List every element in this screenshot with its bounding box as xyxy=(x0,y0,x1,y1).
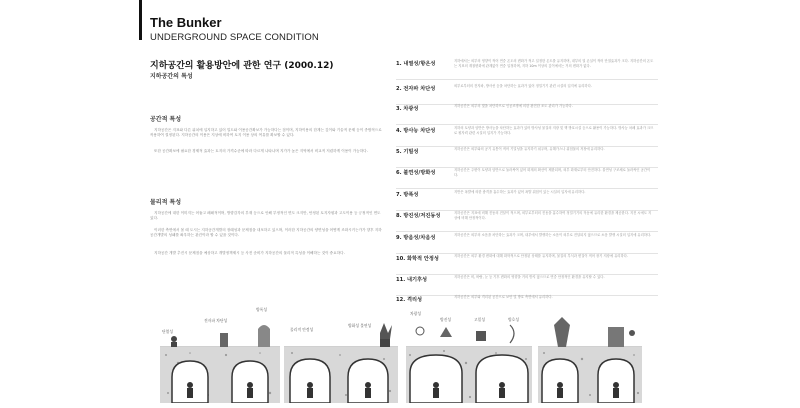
list-item-label: 11. 내기후성 xyxy=(396,277,428,283)
paragraph: 지하공간에 대한 이미지는 어둡고 폐쇄적이며, 방향감각의 부재 등으로 인해 부정적인 면도 크지만, 안정된 토지자원과 고도이용 등 긍정적인 면도 있다. xyxy=(150,211,381,221)
list-item-description: 외부로부터의 전자파, 방사선 등을 차단하는 효과가 있어 정밀기기 관련 시설의 입지에 유리하다. xyxy=(454,84,592,88)
illustration-label: 차광성 xyxy=(410,311,422,316)
illustration-panel xyxy=(284,303,398,403)
list-item-label: 9. 방음성/차음성 xyxy=(396,235,436,241)
list-item-label: 10. 화학적 안정성 xyxy=(396,256,439,262)
list-item-label: 2. 전자파 차단성 xyxy=(396,86,436,92)
list-item-description: 지반은 폭발에 의한 충격을 흡수하는 효과가 있어 폭발 위험이 있는 시설의 입지에 유리하다. xyxy=(454,190,586,194)
paragraph: 지하공간은 지표와 다른 위치에 입지하고 있어 밀도와 이용공간확보가 가능하다는 점이며, 지하이용의 한계는 깊이와 기술적 문제 등이 종합적으로 작용하여 결정된다. 지하공간의 이용은 지상에 비하여 토지 이용 상의 여유를 확보할 수 있다. xyxy=(150,128,382,138)
page-title: The Bunker xyxy=(150,15,222,30)
document-title: 지하공간의 활용방안에 관한 연구 (2000.12) xyxy=(150,61,334,71)
list-item xyxy=(396,54,658,80)
accent-bar xyxy=(139,0,142,40)
list-item-label: 5. 기밀성 xyxy=(396,149,419,155)
list-item-description: 지하공간은 비, 바람, 눈 등 기후 변화의 영향을 거의 받지 않으므로 연중 안정적인 환경을 유지할 수 있다. xyxy=(454,275,605,279)
list-item-description: 지하공간은 지표에 비해 진동의 전달이 적으며, 외부로부터의 진동을 흡수하여 정밀기기의 작동에 유리한 환경을 제공한다. 지진 시에도 지상에 비해 안정적이다. xyxy=(454,211,652,220)
page-subtitle: UNDERGROUND SPACE CONDITION xyxy=(150,32,319,43)
list-item-description: 지하공간은 외부 환경 변화에 대해 화학적으로 안정된 상태를 유지하며, 물질의 부식과 변질이 적어 장기 저장에 유리하다. xyxy=(454,254,628,258)
list-item-label: 4. 방사능 차단성 xyxy=(396,128,436,134)
list-item-label: 7. 방폭성 xyxy=(396,192,419,198)
illustration-label: 방폭성 xyxy=(256,307,268,312)
illustration-label: 단열성 xyxy=(162,329,174,334)
list-item-description: 지하공간은 외부와 격리된 공간으로 보안 및 방호 측면에서 유리하다. xyxy=(454,295,553,299)
illustration-label: 방진성 xyxy=(440,317,452,322)
illustration-panel xyxy=(406,303,532,403)
list-item-label: 12. 격리성 xyxy=(396,297,423,303)
illustration-strip xyxy=(160,303,642,403)
illustration-label: 전자파 차단성 xyxy=(204,318,228,323)
list-item-description: 지하공간은 주변이 토양과 암반으로 둘러싸여 있어 화재의 확산이 제한되며, 외부 화재로부터 안전하다. 불연성 구조체로 둘러싸인 공간이다. xyxy=(454,168,651,177)
list-item-description: 지하공간은 외부의 소음을 차단하는 효과가 크며, 내부에서 발생하는 소음이 외부로 전달되지 않으므로 소음 발생 시설의 입지에 유리하다. xyxy=(454,233,652,237)
illustration-label: 고밀성 xyxy=(474,317,486,322)
list-item-label: 8. 방진성/저진동성 xyxy=(396,213,441,219)
list-item-description: 지하의 토양과 암반은 방사능을 차단하는 효과가 있어 방사성 물질의 저장 및 핵 방호시설 등으로 활용이 가능하다. 방사능 차폐 효과가 크므로 원자력 관련 시설의 입지가 가능하다. xyxy=(454,126,654,135)
illustration-label: 물리적 안정성 xyxy=(290,327,314,332)
bunker-illustration xyxy=(284,303,398,403)
illustration-panel xyxy=(538,303,642,403)
paragraph: 또한 공간확보에 필요한 경제적 효과는 토지의 가격수준에 따라 다르게 나타나며 지가가 높은 지역에서 비교적 저렴하게 이용이 가능하다. xyxy=(154,149,368,153)
section-title-physical: 물리적 특성 xyxy=(150,199,182,206)
document-subtitle: 지하공간의 특성 xyxy=(150,73,193,80)
list-item-description: 지하에서는 외부의 영향이 적어 연중 온도의 변화가 적고 일정한 온도를 유지하며, 내부의 열 손실이 적어 단열효과가 크다. 지하공간의 온도는 지표의 계절변화에 관계없이 연중 일정하며, 지하 10m 이상의 깊이에서는 거의 변화가 없다. xyxy=(454,59,654,68)
paragraph: 지하공간 개발 추진시 문제점을 예상하고 개발정책제시 등 사전 준비가 지하공간의 물리적 특성을 이해하는 것이 중요하다. xyxy=(154,251,345,255)
list-item-label: 1. 내열성/항온성 xyxy=(396,61,436,67)
bunker-illustration xyxy=(538,303,642,403)
list-item-description: 지하공간은 외부의 빛을 차단하므로 인공조명에 의한 완전한 조도 관리가 가능하다. xyxy=(454,104,573,108)
list-item-label: 3. 차광성 xyxy=(396,106,419,112)
illustration-label: 방호성 xyxy=(508,317,520,322)
list-item-label: 6. 불연성/방화성 xyxy=(396,170,436,176)
paragraph: 이러한 측면에서 볼 때 도시는 지하공간개발의 장래성과 문제점을 내포하고 있으며, 이러한 지하공간의 양면성을 어떻게 조화시키는가가 향후 지하공간개발의 성패를 좌우하는 관건이라 할 수 있을 것이다. xyxy=(150,228,382,238)
illustration-panel xyxy=(160,303,280,403)
section-title-spatial: 공간적 특성 xyxy=(150,116,182,123)
illustration-label: 방화성 불연성 xyxy=(348,323,372,328)
list-item-description: 지하공간은 외부와의 공기 유통이 적어 기밀성을 유지하기 쉬우며, 유해가스나 위험물의 저장에 유리하다. xyxy=(454,147,605,151)
